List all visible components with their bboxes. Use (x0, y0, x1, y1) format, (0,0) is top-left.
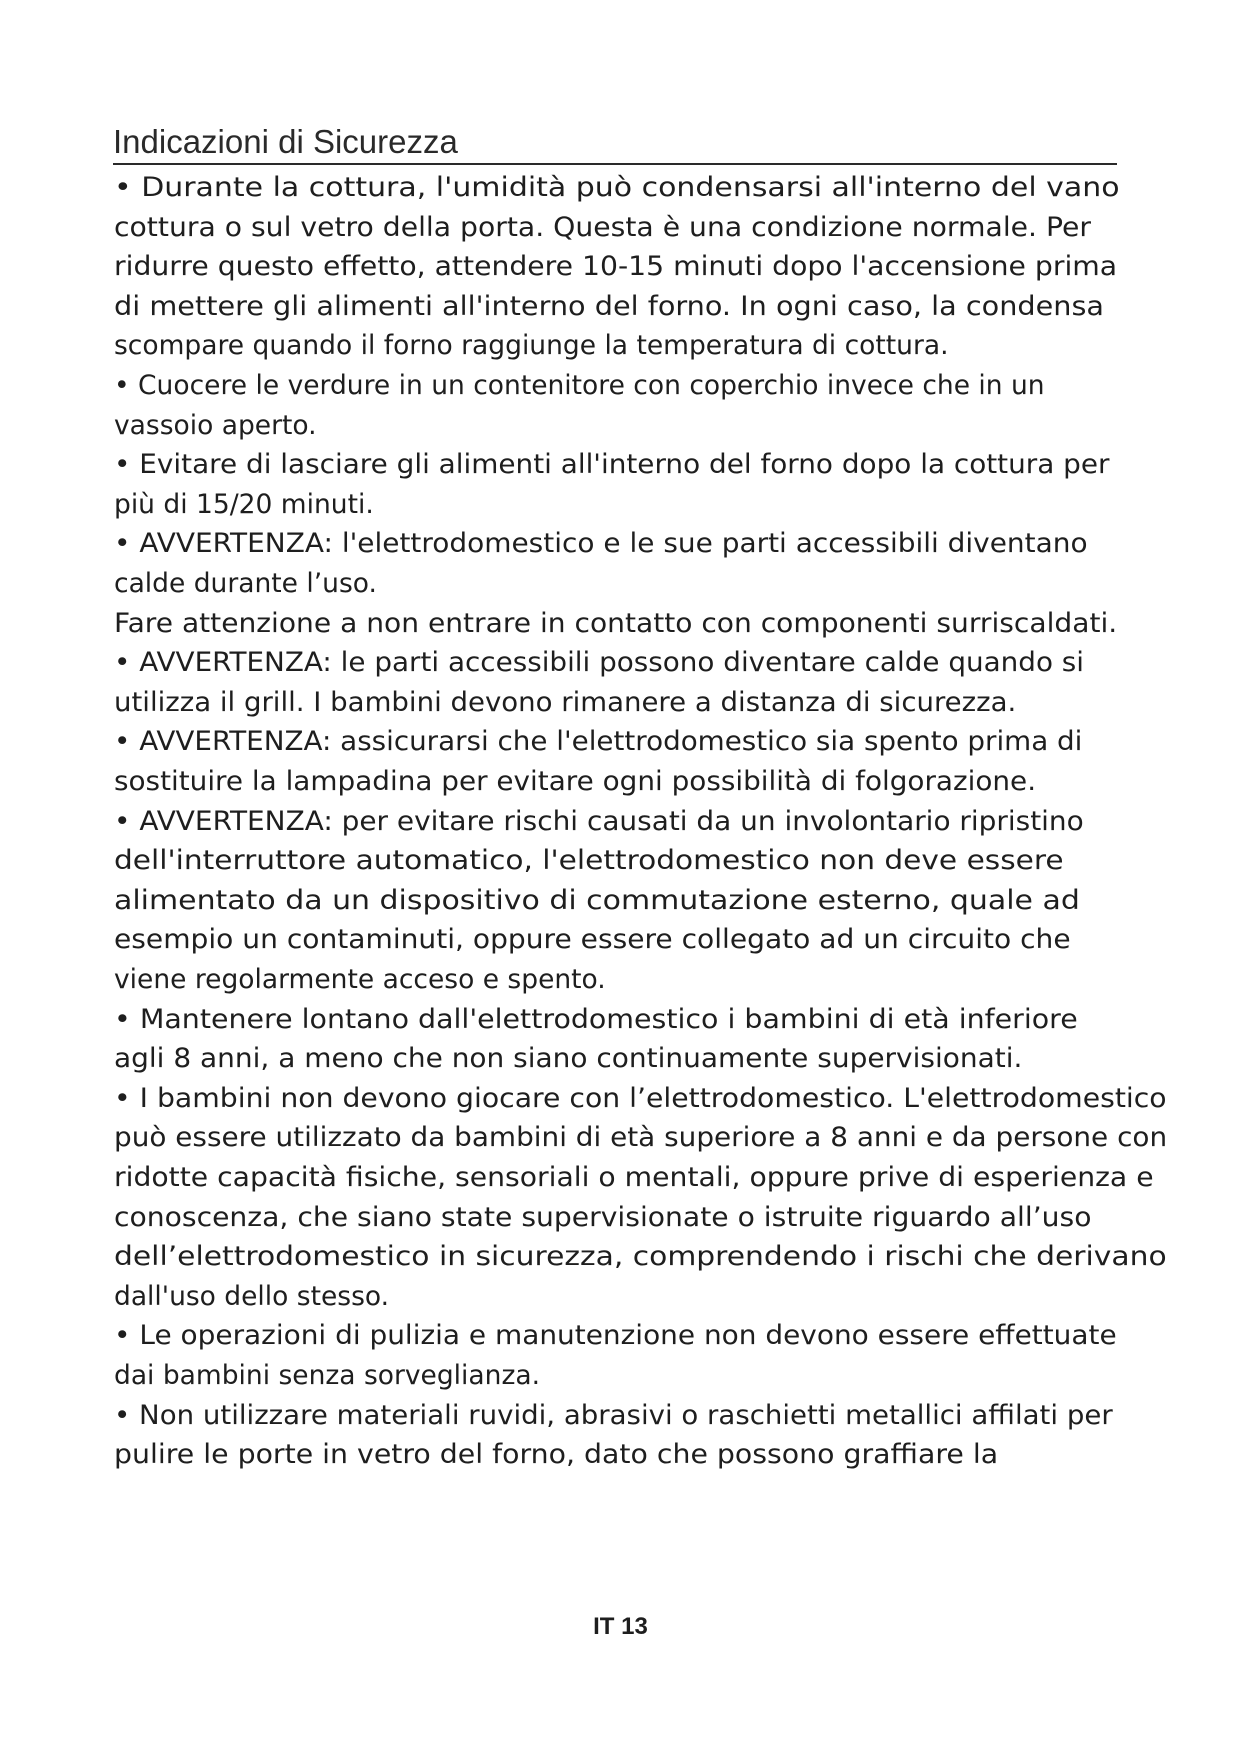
text-line: utilizza il grill. I bambini devono rimanere a distanza di sicurezza. (114, 686, 1017, 718)
text-line: agli 8 anni, a meno che non siano continuamente supervisionati. (114, 1043, 1023, 1075)
text-line: ridotte capacità fisiche, sensoriali o mentali, oppure prive di esperienza e (114, 1162, 1154, 1193)
page-title: Indicazioni di Sicurezza (113, 122, 1117, 165)
text-line: calde durante l’uso. (114, 568, 377, 599)
text-line: • Evitare di lasciare gli alimenti all'interno del forno dopo la cottura per (114, 449, 1110, 481)
text-line: più di 15/20 minuti. (114, 488, 374, 520)
text-line: • Cuocere le verdure in un contenitore con coperchio invece che in un (114, 370, 1045, 401)
text-line: • I bambini non devono giocare con l’elettrodomestico. L'elettrodomestico (114, 1082, 1167, 1114)
text-line: di mettere gli alimenti all'interno del forno. In ogni caso, la condensa (114, 290, 1105, 322)
text-line: • AVVERTENZA: le parti accessibili possono diventare calde quando si (114, 647, 1085, 679)
text-line: conoscenza, che siano state supervisionate o istruite riguardo all’uso (114, 1201, 1092, 1233)
text-line: • Non utilizzare materiali ruvidi, abrasivi o raschietti metallici affilati per (114, 1399, 1113, 1431)
text-line: ridurre questo effetto, attendere 10-15 minuti dopo l'accensione prima (114, 251, 1118, 283)
text-line: dai bambini senza sorveglianza. (114, 1360, 541, 1391)
text-line: sostituire la lampadina per evitare ogni possibilità di folgorazione. (114, 766, 1037, 797)
text-line: pulire le porte in vetro del forno, dato che possono graffiare la (114, 1439, 999, 1471)
text-line: • Mantenere lontano dall'elettrodomestico i bambini di età inferiore (114, 1003, 1078, 1035)
text-line: • AVVERTENZA: assicurarsi che l'elettrodomestico sia spento prima di (114, 726, 1083, 758)
text-line: dell’elettrodomestico in sicurezza, comprendendo i rischi che derivano (114, 1241, 1167, 1273)
text-line: • Durante la cottura, l'umidità può condensarsi all'interno del vano (114, 172, 1120, 203)
text-line: può essere utilizzato da bambini di età superiore a 8 anni e da persone con (114, 1122, 1168, 1154)
text-line: alimentato da un dispositivo di commutazione esterno, quale ad (114, 884, 1080, 916)
page-number: IT 13 (593, 1613, 648, 1640)
text-line: • AVVERTENZA: per evitare rischi causati da un involontario ripristino (114, 805, 1084, 837)
text-line: esempio un contaminuti, oppure essere collegato ad un circuito che (114, 924, 1071, 956)
text-line: Fare attenzione a non entrare in contatto con componenti surriscaldati. (114, 607, 1118, 639)
text-line: dell'interruttore automatico, l'elettrodomestico non deve essere (114, 845, 1064, 877)
text-line: scompare quando il forno raggiunge la temperatura di cottura. (114, 330, 949, 362)
text-line: dall'uso dello stesso. (114, 1280, 390, 1312)
text-line: viene regolarmente acceso e spento. (114, 964, 606, 995)
text-line: • Le operazioni di pulizia e manutenzione non devono essere effettuate (114, 1320, 1117, 1352)
text-line: cottura o sul vetro della porta. Questa è una condizione normale. Per (114, 211, 1091, 243)
text-line: • AVVERTENZA: l'elettrodomestico e le sue parti accessibili diventano (114, 528, 1088, 560)
text-line: vassoio aperto. (114, 409, 317, 441)
